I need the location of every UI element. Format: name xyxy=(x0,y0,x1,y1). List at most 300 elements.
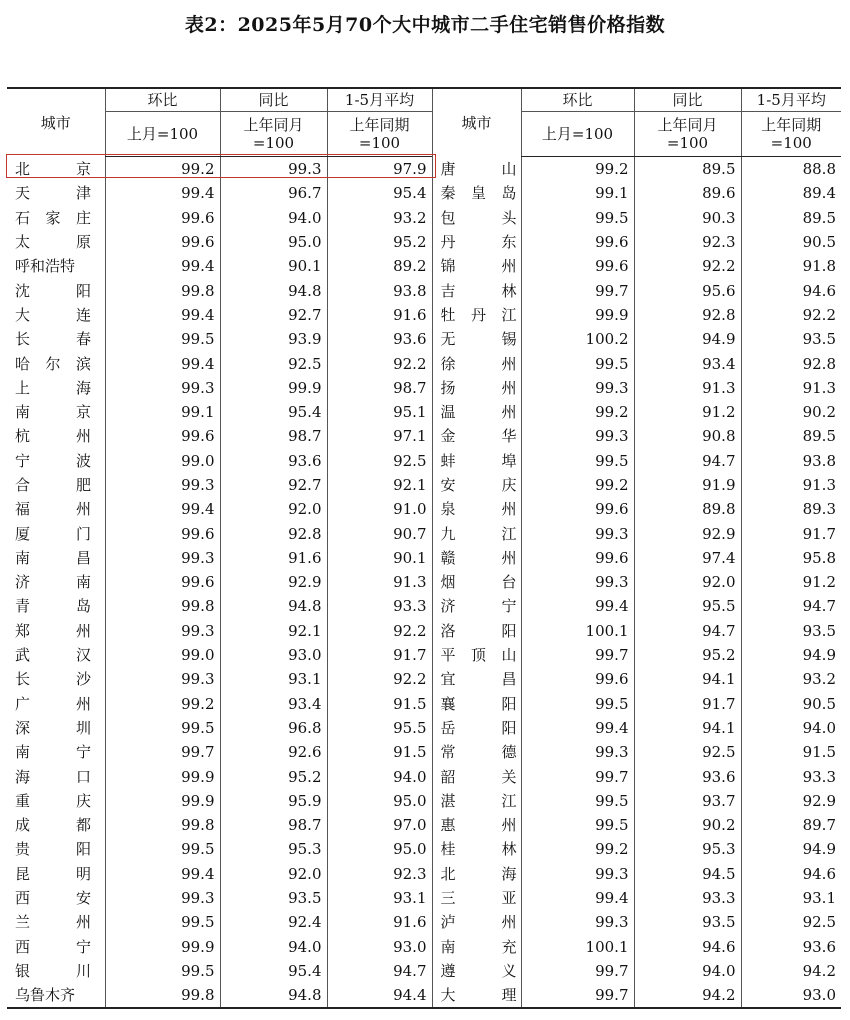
avg-value: 94.0 xyxy=(741,716,841,740)
city-char: 沙 xyxy=(75,670,91,689)
city-char: 青 xyxy=(15,597,31,616)
city-name-chars xyxy=(15,209,91,227)
city-char: 州 xyxy=(501,548,517,567)
city-name-chars xyxy=(15,792,91,810)
city-char: 大 xyxy=(15,305,31,324)
city-name-chars xyxy=(441,816,517,834)
avg-value: 90.5 xyxy=(741,230,841,254)
avg-value: 91.3 xyxy=(741,376,841,400)
mom-value: 99.9 xyxy=(521,303,634,327)
city-char: 昌 xyxy=(75,548,91,567)
avg-value: 90.2 xyxy=(741,400,841,424)
city-name-chars xyxy=(15,160,91,178)
city-name-left xyxy=(7,740,105,764)
city-name-right xyxy=(432,473,521,497)
yoy-value: 90.8 xyxy=(634,424,741,448)
mom-value: 99.4 xyxy=(521,716,634,740)
city-char: 江 xyxy=(501,524,517,543)
city-name-left xyxy=(7,594,105,618)
city-char: 波 xyxy=(75,451,91,470)
city-name-right xyxy=(432,278,521,302)
city-char: 汉 xyxy=(75,646,91,665)
yoy-value: 95.0 xyxy=(220,230,327,254)
avg-value: 93.0 xyxy=(327,935,432,959)
mom-value: 99.0 xyxy=(105,449,220,473)
mom-value: 99.6 xyxy=(521,667,634,691)
city-header-right: 城市 xyxy=(432,88,521,157)
city-name-right xyxy=(432,643,521,667)
city-name-chars xyxy=(15,452,91,470)
avg-value: 97.1 xyxy=(327,424,432,448)
avg-value: 92.2 xyxy=(327,351,432,375)
city-char: 南 xyxy=(440,937,456,956)
city-header-left: 城市 xyxy=(7,88,105,157)
avg-value: 94.7 xyxy=(741,594,841,618)
avg-value: 89.7 xyxy=(741,813,841,837)
table-row xyxy=(7,692,841,716)
city-char: 沈 xyxy=(15,281,31,300)
yoy-value: 92.8 xyxy=(634,303,741,327)
city-char: 吉 xyxy=(440,281,456,300)
yoy-value: 91.7 xyxy=(634,692,741,716)
mom-value: 99.3 xyxy=(105,619,220,643)
yoy-header-left: 同比 xyxy=(220,88,327,112)
city-name-right xyxy=(432,424,521,448)
city-char: 理 xyxy=(501,986,517,1005)
city-name-chars xyxy=(441,160,517,178)
city-name-chars xyxy=(441,452,517,470)
table-row xyxy=(7,351,841,375)
table-body xyxy=(7,157,841,1009)
city-char: 亚 xyxy=(501,889,517,908)
avg-base-right xyxy=(741,112,841,157)
yoy-value: 95.9 xyxy=(220,789,327,813)
city-char: 州 xyxy=(75,694,91,713)
city-name-left xyxy=(7,497,105,521)
city-char: 锦 xyxy=(440,257,456,276)
yoy-base-line1: 上年同月 xyxy=(243,116,304,134)
yoy-base-line2: =100 xyxy=(252,134,295,152)
mom-value: 100.1 xyxy=(521,619,634,643)
avg-value: 89.2 xyxy=(327,254,432,278)
mom-value: 99.3 xyxy=(105,376,220,400)
city-char: 昌 xyxy=(501,670,517,689)
city-name-left xyxy=(7,376,105,400)
mom-value: 99.6 xyxy=(105,424,220,448)
city-name-chars xyxy=(441,209,517,227)
table-row xyxy=(7,254,841,278)
city-name-chars xyxy=(441,913,517,931)
city-char: 哈 xyxy=(15,354,31,373)
city-char: 台 xyxy=(501,573,517,592)
city-char: 顶 xyxy=(470,646,486,665)
city-name-right xyxy=(432,740,521,764)
avg-value: 93.5 xyxy=(741,619,841,643)
city-name-right xyxy=(432,886,521,910)
table-row xyxy=(7,424,841,448)
mom-value: 99.8 xyxy=(105,813,220,837)
mom-value: 99.3 xyxy=(521,521,634,545)
city-char: 太 xyxy=(15,233,31,252)
avg-value: 95.8 xyxy=(741,546,841,570)
mom-value: 99.0 xyxy=(105,643,220,667)
city-char: 济 xyxy=(15,573,31,592)
city-char: 济 xyxy=(440,597,456,616)
mom-value: 99.9 xyxy=(105,764,220,788)
table-row xyxy=(7,910,841,934)
city-name-right xyxy=(432,594,521,618)
mom-value: 99.3 xyxy=(105,886,220,910)
mom-value: 99.2 xyxy=(521,473,634,497)
city-char: 天 xyxy=(15,184,31,203)
city-char: 合 xyxy=(15,476,31,494)
avg-value: 91.5 xyxy=(327,740,432,764)
city-name-chars xyxy=(441,840,517,858)
yoy-value: 95.3 xyxy=(220,837,327,861)
city-name-left xyxy=(7,400,105,424)
city-char: 深 xyxy=(15,718,31,737)
table-row xyxy=(7,886,841,910)
city-name-chars xyxy=(441,257,517,275)
city-name-left xyxy=(7,327,105,351)
yoy-value: 94.7 xyxy=(634,619,741,643)
city-name-right xyxy=(432,546,521,570)
city-name-chars xyxy=(441,768,517,786)
avg-value: 89.5 xyxy=(741,206,841,230)
city-name-chars xyxy=(441,889,517,907)
city-char: 兰 xyxy=(15,913,31,932)
yoy-value: 93.9 xyxy=(220,327,327,351)
city-char: 皇 xyxy=(470,184,486,203)
city-char: 郑 xyxy=(15,621,31,640)
table-row xyxy=(7,789,841,813)
city-name-chars xyxy=(15,938,91,956)
mom-value: 99.2 xyxy=(521,837,634,861)
city-name-left xyxy=(7,619,105,643)
city-char: 州 xyxy=(75,500,91,519)
city-char: 韶 xyxy=(440,767,456,786)
yoy-value: 92.9 xyxy=(220,570,327,594)
city-name-chars xyxy=(441,500,517,518)
yoy-value: 94.6 xyxy=(634,935,741,959)
mom-value: 99.3 xyxy=(521,424,634,448)
city-char: 广 xyxy=(15,694,31,713)
city-name-chars xyxy=(15,768,91,786)
mom-value: 99.2 xyxy=(105,157,220,182)
city-name-left xyxy=(7,886,105,910)
avg-value: 95.5 xyxy=(327,716,432,740)
city-char: 阳 xyxy=(75,281,91,300)
yoy-value: 95.2 xyxy=(634,643,741,667)
city-name-chars xyxy=(441,427,517,445)
city-name-chars xyxy=(441,695,517,713)
city-name-right xyxy=(432,692,521,716)
avg-value: 94.4 xyxy=(327,983,432,1008)
yoy-value: 93.6 xyxy=(220,449,327,473)
city-char: 家 xyxy=(45,208,61,227)
mom-value: 99.3 xyxy=(521,376,634,400)
city-char: 州 xyxy=(501,354,517,373)
mom-value: 99.8 xyxy=(105,594,220,618)
city-name-chars xyxy=(15,913,91,931)
yoy-value: 91.3 xyxy=(634,376,741,400)
mom-value: 100.1 xyxy=(521,935,634,959)
city-char: 厦 xyxy=(15,524,31,543)
avg-value: 93.2 xyxy=(741,667,841,691)
city-char: 和 xyxy=(30,257,46,276)
avg-value: 94.7 xyxy=(327,959,432,983)
yoy-value: 93.3 xyxy=(634,886,741,910)
city-char: 杭 xyxy=(15,427,31,446)
city-name-left xyxy=(7,692,105,716)
mom-value: 99.4 xyxy=(105,497,220,521)
yoy-value: 92.6 xyxy=(220,740,327,764)
city-char: 充 xyxy=(501,937,517,956)
city-name-left xyxy=(7,643,105,667)
city-char: 徐 xyxy=(440,354,456,373)
avg-value: 97.9 xyxy=(327,157,432,182)
mom-value: 99.4 xyxy=(105,351,220,375)
city-name-left xyxy=(7,862,105,886)
city-name-chars xyxy=(441,355,517,373)
city-char: 长 xyxy=(15,330,31,349)
city-name-right xyxy=(432,351,521,375)
city-name-left xyxy=(7,157,105,182)
mom-header-right: 环比 xyxy=(521,88,634,112)
city-name-chars xyxy=(15,500,91,518)
avg-value: 89.5 xyxy=(741,424,841,448)
mom-base-right: 上月=100 xyxy=(521,112,634,157)
yoy-value: 94.8 xyxy=(220,278,327,302)
city-char: 阳 xyxy=(501,694,517,713)
avg-value: 93.1 xyxy=(327,886,432,910)
city-char: 常 xyxy=(440,743,456,762)
yoy-value: 94.8 xyxy=(220,983,327,1008)
city-char: 扬 xyxy=(440,378,456,397)
city-char: 州 xyxy=(501,913,517,932)
city-char: 东 xyxy=(501,233,517,252)
city-name-left xyxy=(7,789,105,813)
city-name-left xyxy=(7,424,105,448)
yoy-value: 92.1 xyxy=(220,619,327,643)
mom-value: 99.3 xyxy=(105,546,220,570)
city-name-chars xyxy=(15,622,91,640)
city-char: 金 xyxy=(440,427,456,446)
city-char: 安 xyxy=(440,476,456,494)
city-name-chars xyxy=(441,306,517,324)
avg-value: 90.5 xyxy=(741,692,841,716)
city-char: 宁 xyxy=(15,451,31,470)
city-name-chars xyxy=(15,427,91,445)
mom-value: 99.2 xyxy=(521,157,634,182)
city-name-chars xyxy=(15,719,91,737)
mom-value: 99.7 xyxy=(521,959,634,983)
table-row xyxy=(7,181,841,205)
table-row xyxy=(7,546,841,570)
city-name-right xyxy=(432,303,521,327)
city-char: 尔 xyxy=(45,354,61,373)
avg-value: 94.6 xyxy=(741,278,841,302)
yoy-value: 94.0 xyxy=(220,206,327,230)
city-name-chars xyxy=(441,573,517,591)
city-char: 州 xyxy=(75,621,91,640)
mom-value: 99.3 xyxy=(521,740,634,764)
city-name-chars xyxy=(441,282,517,300)
avg-value: 90.7 xyxy=(327,521,432,545)
city-name-chars xyxy=(15,962,91,980)
mom-value: 99.7 xyxy=(521,278,634,302)
city-char: 州 xyxy=(501,378,517,397)
mom-value: 99.2 xyxy=(521,400,634,424)
avg-value: 95.0 xyxy=(327,789,432,813)
city-name-right xyxy=(432,521,521,545)
yoy-value: 94.0 xyxy=(634,959,741,983)
city-name-chars xyxy=(441,792,517,810)
table-row xyxy=(7,643,841,667)
city-char: 华 xyxy=(501,427,517,446)
yoy-value: 92.7 xyxy=(220,303,327,327)
city-char: 州 xyxy=(75,913,91,932)
city-char: 福 xyxy=(15,500,31,519)
yoy-value: 99.3 xyxy=(220,157,327,182)
yoy-value: 92.5 xyxy=(220,351,327,375)
mom-value: 99.5 xyxy=(521,449,634,473)
avg-value: 93.8 xyxy=(741,449,841,473)
yoy-value: 95.4 xyxy=(220,959,327,983)
table-row xyxy=(7,716,841,740)
city-name-chars xyxy=(15,184,91,202)
city-char: 湛 xyxy=(440,791,456,810)
city-name-chars xyxy=(15,573,91,591)
city-char: 北 xyxy=(15,159,31,178)
table-row xyxy=(7,376,841,400)
mom-value: 99.6 xyxy=(521,254,634,278)
city-name-left xyxy=(7,278,105,302)
table-row xyxy=(7,327,841,351)
table-row xyxy=(7,157,841,182)
yoy-value: 93.5 xyxy=(220,886,327,910)
avg-value: 93.5 xyxy=(741,327,841,351)
yoy-value: 92.0 xyxy=(634,570,741,594)
city-char: 岳 xyxy=(440,718,456,737)
yoy-value: 94.1 xyxy=(634,716,741,740)
city-name-right xyxy=(432,789,521,813)
city-name-right xyxy=(432,837,521,861)
table-row xyxy=(7,521,841,545)
city-name-right xyxy=(432,667,521,691)
city-name-left xyxy=(7,910,105,934)
city-char: 州 xyxy=(501,816,517,835)
mom-value: 99.7 xyxy=(521,764,634,788)
avg-value: 97.0 xyxy=(327,813,432,837)
city-char: 无 xyxy=(440,330,456,349)
yoy-base-left xyxy=(220,112,327,157)
city-name-chars xyxy=(441,403,517,421)
yoy-value: 94.8 xyxy=(220,594,327,618)
city-name-chars xyxy=(441,597,517,615)
avg-value: 89.4 xyxy=(741,181,841,205)
city-name-right xyxy=(432,254,521,278)
city-char: 洛 xyxy=(440,621,456,640)
city-char: 春 xyxy=(75,330,91,349)
city-name-chars xyxy=(15,986,91,1004)
mom-value: 99.1 xyxy=(521,181,634,205)
mom-value: 99.6 xyxy=(521,497,634,521)
city-name-chars xyxy=(15,403,91,421)
city-name-right xyxy=(432,230,521,254)
city-name-chars xyxy=(15,865,91,883)
city-char: 南 xyxy=(75,573,91,592)
mom-value: 99.1 xyxy=(105,400,220,424)
mom-value: 99.4 xyxy=(105,181,220,205)
city-char: 银 xyxy=(15,961,31,980)
table-row xyxy=(7,278,841,302)
city-name-right xyxy=(432,157,521,182)
yoy-value: 92.2 xyxy=(634,254,741,278)
avg-value: 93.2 xyxy=(327,206,432,230)
table-row xyxy=(7,619,841,643)
mom-value: 99.4 xyxy=(105,862,220,886)
mom-value: 99.5 xyxy=(521,813,634,837)
mom-value: 100.2 xyxy=(521,327,634,351)
mom-value: 99.5 xyxy=(105,837,220,861)
city-char: 州 xyxy=(75,427,91,446)
avg-base-left xyxy=(327,112,432,157)
mom-value: 99.6 xyxy=(105,230,220,254)
mom-value: 99.3 xyxy=(521,862,634,886)
city-char: 宁 xyxy=(75,743,91,762)
city-name-chars xyxy=(15,257,91,275)
city-name-left xyxy=(7,521,105,545)
city-char: 上 xyxy=(15,378,31,397)
city-char: 京 xyxy=(75,403,91,422)
city-char: 丹 xyxy=(440,233,456,252)
yoy-value: 94.1 xyxy=(634,667,741,691)
table-row xyxy=(7,594,841,618)
table-row xyxy=(7,570,841,594)
city-char: 阳 xyxy=(501,621,517,640)
city-char: 肥 xyxy=(75,476,91,494)
avg-value: 94.2 xyxy=(741,959,841,983)
avg-value: 91.3 xyxy=(741,473,841,497)
avg-value: 93.6 xyxy=(327,327,432,351)
city-char: 京 xyxy=(75,159,91,178)
mom-value: 99.5 xyxy=(105,959,220,983)
city-name-chars xyxy=(15,889,91,907)
city-char: 昆 xyxy=(15,864,31,883)
yoy-value: 91.2 xyxy=(634,400,741,424)
city-name-chars xyxy=(441,646,517,664)
city-char: 桂 xyxy=(440,840,456,859)
table-row xyxy=(7,862,841,886)
city-name-right xyxy=(432,449,521,473)
yoy-value: 92.0 xyxy=(220,497,327,521)
avg-value: 93.3 xyxy=(741,764,841,788)
city-name-left xyxy=(7,230,105,254)
city-name-chars xyxy=(15,816,91,834)
avg-value: 90.1 xyxy=(327,546,432,570)
city-name-right xyxy=(432,959,521,983)
city-name-left xyxy=(7,935,105,959)
yoy-value: 90.2 xyxy=(634,813,741,837)
city-char: 宜 xyxy=(440,670,456,689)
mom-value: 99.5 xyxy=(521,692,634,716)
city-name-left xyxy=(7,303,105,327)
city-char: 埠 xyxy=(501,451,517,470)
avg-value: 95.1 xyxy=(327,400,432,424)
avg-value: 91.5 xyxy=(327,692,432,716)
city-name-chars xyxy=(441,476,517,494)
